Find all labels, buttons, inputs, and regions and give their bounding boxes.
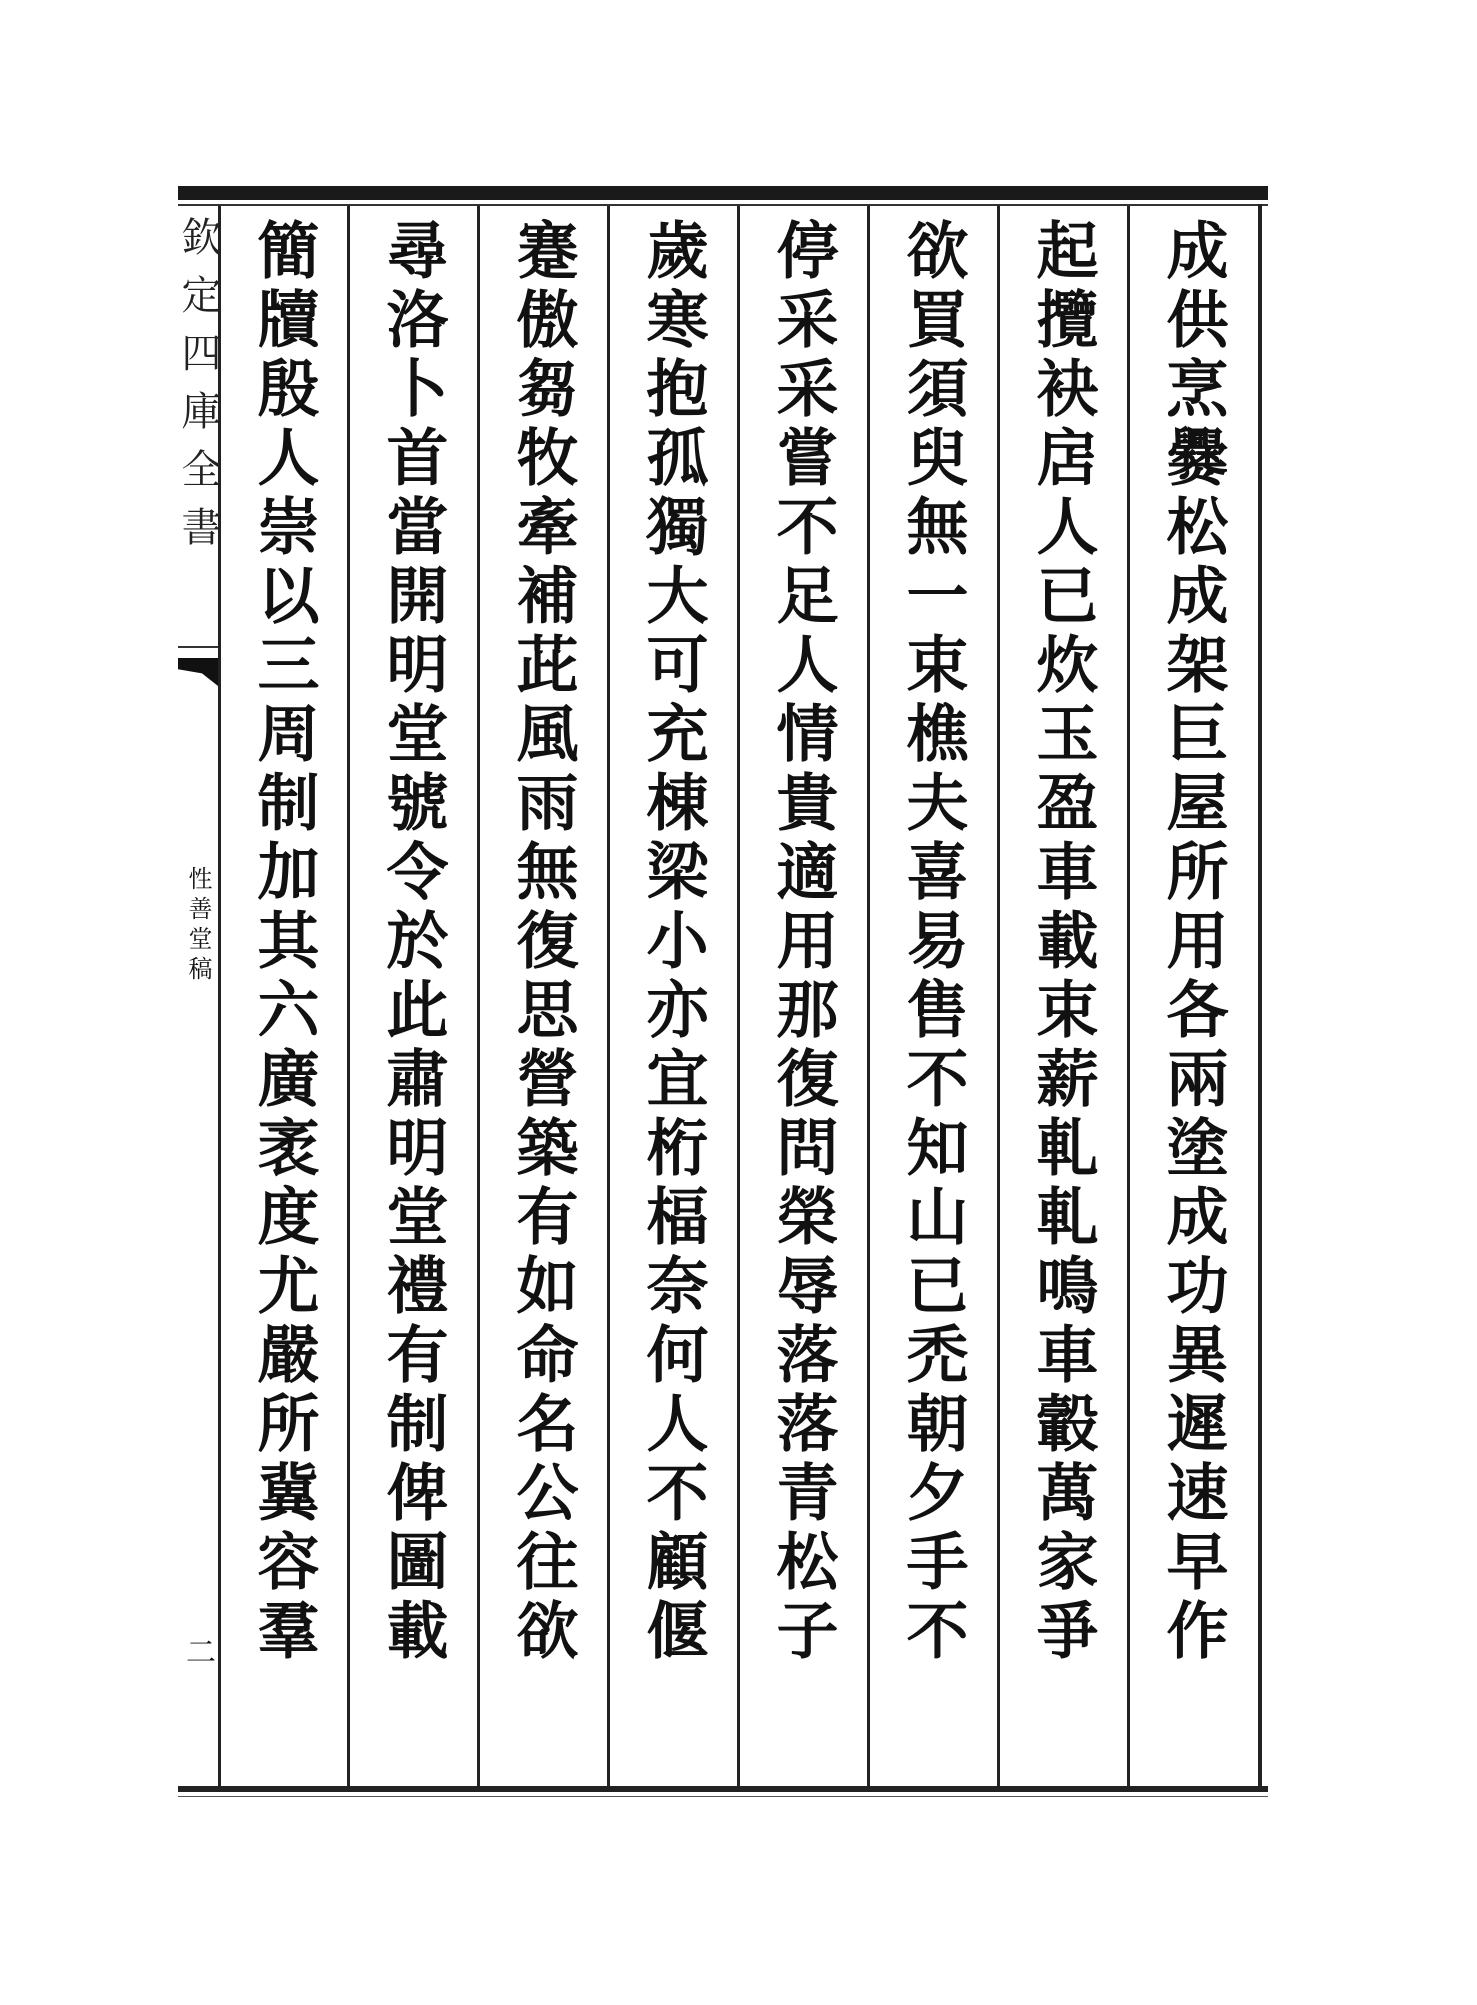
- column-text: 成供烹爨松成架巨屋所用各兩塗成功異遲速早作: [1156, 218, 1229, 1667]
- frame-bottom-rule: [178, 1796, 1268, 1797]
- page-number: 二: [180, 1636, 215, 1666]
- book-title: 性善堂稿: [184, 866, 212, 986]
- column-text: 簡牘殷人崇以三周制加其六廣袤度尤嚴所冀容羣: [247, 218, 320, 1667]
- fishtail-rule: [178, 646, 218, 648]
- column-text: 歲寒抱孤獨大可充棟梁小亦宜桁楅奈何人不顧偃: [636, 218, 709, 1667]
- column-text: 停采采嘗不足人情貴適用那復問榮辱落落青松子: [766, 218, 839, 1667]
- frame-right-border: [1258, 204, 1262, 1788]
- frame-top-border: [178, 186, 1268, 200]
- column-text: 欲買須臾無一束樵夫喜易售不知山已禿朝夕手不: [896, 218, 969, 1667]
- text-column-5: [607, 206, 737, 1786]
- text-column-2: [997, 206, 1127, 1786]
- column-text: 尋洛卜首當開明堂號令於此肅明堂禮有制俾圖載: [376, 218, 449, 1667]
- text-column-6: [477, 206, 607, 1786]
- text-column-7: [347, 206, 477, 1786]
- frame-bottom-border: [178, 1786, 1268, 1792]
- text-column-8: [218, 206, 347, 1786]
- text-column-1: [1127, 206, 1258, 1786]
- collection-title: 欽定四庫全書: [175, 216, 221, 564]
- text-column-3: [867, 206, 997, 1786]
- column-text: 蹇傲芻牧牽補茈風雨無復思營築有如命名公往欲: [506, 218, 579, 1667]
- page-margin-column: [175, 206, 221, 1786]
- column-text: 起攬袂扂人已炊玉盈車載束薪軋軋鳴車轂萬家爭: [1026, 218, 1099, 1667]
- text-column-4: [737, 206, 867, 1786]
- fishtail-mark-icon: [178, 658, 218, 686]
